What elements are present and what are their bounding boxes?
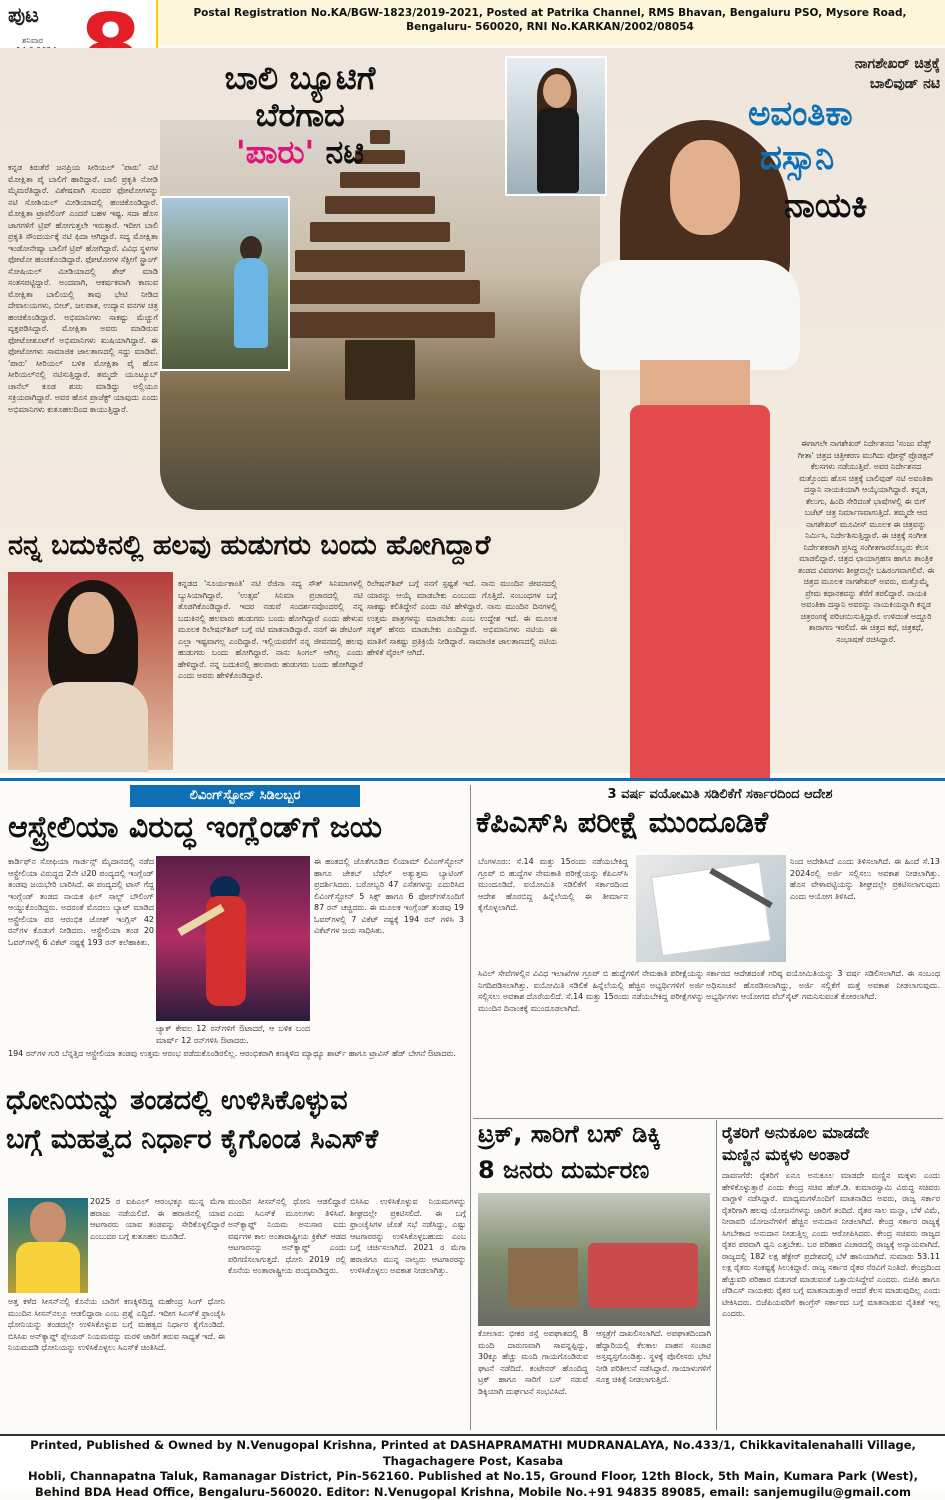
column-divider-right [716, 1120, 717, 1430]
kpsc-kicker: 3 ವರ್ಷ ವಯೋಮಿತಿ ಸಡಿಲಿಕೆಗೆ ಸರ್ಕಾರದಿಂದ ಆದೇಶ [530, 787, 910, 802]
cricket-story-column-1: ಕಾರ್ಡಿಫ್‌ನ ಸೋಫಿಯಾ ಗಾರ್ಡನ್ಸ್ ಮೈದಾನದಲ್ಲಿ ನಡೆದ ಆಸ್ಟ್ರೇಲಿಯಾ ವಿರುದ್ಧದ 2ನೇ ಟಿ20 ಪಂದ್ಯದಲ್ಲಿ ಇಂಗ್ಲೆಂಡ್ ತಂಡವು ಜಯಭೇರಿ ಬಾರಿಸಿದೆ. ಈ ಪಂದ್ಯದಲ್ಲಿ ಟಾಸ್ ಗೆದ್ದ ಇಂಗ್ಲೆಂಡ್ ತಂಡದ ನಾಯಕ ಫಿಲ್ ಸಾಲ್ಟ್ ಬೌಲಿಂಗ್ ಆಯ್ದುಕೊಂಡಿದ್ದರು. ಅದರಂತೆ ಮೊದಲು ಬ್ಯಾಟ್ ಮಾಡಿದ ಆಸ್ಟ್ರೇಲಿಯಾ ಪರ ಆರಂಭಿಕ ಜೋಶ್ ಇಂಗ್ಲಿಸ್ 42 ರನ್‌ಗಳ ಕೊಡುಗೆ ನೀಡಿದರು. ಆಸ್ಟ್ರೇಲಿಯಾ ತಂಡ 20 ಓವರ್‌ಗಳಲ್ಲಿ 6 ವಿಕೆಟ್ ನಷ್ಟಕ್ಕೆ 193 ರನ್ ಕಲೆಹಾಕಿತು. [8, 856, 154, 1048]
dhoni-story-column-3: ಬಿಸಿಸಿಐ ಉಳಿಸಿಕೊಳ್ಳುವ ನಿಯಮಗಳನ್ನು ಶೀಘ್ರದಲ್ಲೇ ಪ್ರಕಟಿಸಲಿದೆ. ಈ ಬಗ್ಗೆ ಫ್ರಾಂಚೈಸಿಗಳ ಜೊತೆ ಸಭೆ ನಡೆಸಿದ್ದು, ಎಷ್ಟು ಆಟಗಾರರನ್ನು ಉಳಿಸಿಕೊಳ್ಳಬಹುದು ಎಂಬ ಬಗ್ಗೆ ಚರ್ಚಿಸಲಾಗಿದೆ. 2021 ರ ಮೆಗಾ ಹರಾಜಿಗೂ ಮುನ್ನ ನಾಲ್ವರು ಆಟಗಾರರನ್ನು ಉಳಿಸಿಕೊಳ್ಳಲು ಅವಕಾಶ ನೀಡಲಾಗಿತ್ತು. [350, 1196, 466, 1428]
column-divider [470, 785, 471, 1430]
kpsc-story-column-2: ನಿಂದ ಅದೇಶಿಸಿದೆ ಎಂದು ತಿಳಿಸಲಾಗಿದೆ. ಈ ಹಿಂದೆ ಸೆ.13 2024ರಲ್ಲಿ ಅರ್ಜಿ ಸಲ್ಲಿಸಲು ಅವಕಾಶ ನೀಡಲಾಗಿತ್ತು. ಹೊಸ ವೇಳಾಪಟ್ಟಿಯನ್ನು ಶೀಘ್ರದಲ್ಲೇ ಪ್ರಕಟಿಸಲಾಗುವುದು ಎಂದು ಆಯೋಗ ತಿಳಿಸಿದೆ. [790, 856, 940, 971]
crash-story-column-1: ಕೋಲಾರ: ಭೀಕರ ರಸ್ತೆ ಅಪಘಾತದಲ್ಲಿ 8 ಮಂದಿ ದಾರುಣವಾಗಿ ಸಾವನ್ನಪ್ಪಿದ್ದು, 30ಕ್ಕೂ ಹೆಚ್ಚು ಮಂದಿ ಗಾಯಗೊಂಡಿರುವ ಘಟನೆ ನಡೆದಿದೆ. ಕಂಟೇನರ್ ಹೊಂದಿದ್ದ ಟ್ರಕ್ ಹಾಗೂ ಸಾರಿಗೆ ಬಸ್ ನಡುವೆ ಡಿಕ್ಕಿಯಾಗಿ ದುರ್ಘಟನೆ ಸಂಭವಿಸಿದೆ. [478, 1328, 588, 1430]
actress-bali-photo [160, 196, 290, 371]
page-day: ಶನಿವಾರ [22, 36, 43, 46]
bali-story-body: ಕನ್ನಡ ಕಿರುತೆರೆ ಜನಪ್ರಿಯ ಸೀರಿಯಲ್ 'ಪಾರು' ನಟಿ ಮೋಕ್ಷಿತಾ ಪೈ ಬಾಲಿಗೆ ಹಾರಿದ್ದಾರೆ. ಬಾಲಿ ಪ್ರಕೃತಿ ನೋಡಿ ಮೈಮರೆತಿದ್ದಾರೆ. ವಿಶೇಷವಾಗಿ ಸುಂದರ ಫೋಟೋಗಳನ್ನು ನಟಿ ಸೋಶಿಯಲ್ ಮೀಡಿಯಾದಲ್ಲಿ ಹಂಚಿಕೊಂಡಿದ್ದಾರೆ. ಮೋಕ್ಷಿತಾ ಟ್ರಾವೆಲಿಂಗ್ ಎಂದರೆ ಬಹಳ ಇಷ್ಟ. ಸದಾ ಹೊಸ ಜಾಗಗಳಿಗೆ ಟ್ರಿಪ್ ಹೋಗುತ್ತಲೇ ಇರುತ್ತಾರೆ. ಇದೀಗ ಬಾಲಿ ಪ್ರಕೃತಿ ಸೌಂದರ್ಯಕ್ಕೆ ನಟಿ ಫಿದಾ ಆಗಿದ್ದಾರೆ. ಸದ್ಯ ಮೋಕ್ಷಿತಾ ಇಂಡೋನೇಷ್ಯಾ ಬಾಲಿಗೆ ಟ್ರಿಪ್ ಹೋಗಿದ್ದಾರೆ. ವಿವಿಧ ಸ್ಥಳಗಳ ಫೋಟೋ ಹಂಚಿಕೊಂಡಿದ್ದಾರೆ. ಫೋಟೋಗಳ ಸೆಕ್ಸೀಗೆ ಸ್ಟ್ರಾಂಗ್ ಸೋಷಿಯಲ್ ಮೀಡಿಯಾದಲ್ಲಿ ಶೇರ್ ಮಾಡಿ ಸಂತಸಪಟ್ಟಿದ್ದಾರೆ. ಅಂದವಾಗಿ, ಆಕರ್ಷಕವಾಗಿ ಕಾಣುವ ಮೋಕ್ಷಿತಾ ಬಾಲಿಯಲ್ಲಿ ತಾವು ಭೇಟಿ ನೀಡಿದ ದೇವಾಲಯಗಳು, ಬೀಚ್, ಜಲಪಾತ, ಉದ್ಯಾನ ವನಗಳ ಚಿತ್ರ ಹಂಚಿಕೊಂಡಿದ್ದಾರೆ. ಅಭಿಮಾನಿಗಳು ಸಾಕಷ್ಟು ಮೆಚ್ಚುಗೆ ವ್ಯಕ್ತಪಡಿಸಿದ್ದಾರೆ. ಮೋಕ್ಷಿತಾ ಅವರು ಮಾಡಿರುವ ಫೋಟೋಶೂಟ್‌ಗೆ ಅಭಿಮಾನಿಗಳು ಖುಷಿಯಾಗಿದ್ದಾರೆ. ಈ ಫೋಟೋಗಳು ಸಾಮಾಜಿಕ ಜಾಲತಾಣದಲ್ಲಿ ಸದ್ದು ಮಾಡಿವೆ. 'ಪಾರು' ಸೀರಿಯಲ್ ಬಳಿಕ ಮೋಕ್ಷಿತಾ ಪೈ ಹೊಸ ಸೀರಿಯಲ್‌ನಲ್ಲಿ ನಟಿಸುತ್ತಿದ್ದಾರೆ. ತಮ್ಮದೇ ಯೂಟ್ಯೂಬ್ ಚಾನೆಲ್ ಕೂಡ ಶುರು ಮಾಡಿದ್ದು ಅಲ್ಲಿಯೂ ಸಕ್ರಿಯರಾಗಿದ್ದಾರೆ. ಅವರ ಹೊಸ ಪ್ರಾಜೆಕ್ಟ್ ಯಾವುದು ಎಂದು ಅಭಿಮಾನಿಗಳು ಕುತೂಹಲದಿಂದ ಕಾಯುತ್ತಿದ್ದಾರೆ. [8, 162, 158, 507]
bali-headline [195, 60, 405, 171]
dhoni-headline-line-2: ಬಗ್ಗೆ ಮಹತ್ವದ ನಿರ್ಧಾರ ಕೈಗೊಂಡ ಸಿಎಸ್‌ಕೆ [6, 1124, 471, 1156]
page-label: ಪುಟ [8, 3, 39, 28]
bali-headline-black: ನಟಿ [325, 133, 364, 171]
imprint-text [14, 1438, 932, 1500]
cricket-story-tail: 194 ರನ್‌ಗಳ ಗುರಿ ಬೆನ್ನತ್ತಿದ ಆಸ್ಟ್ರೇಲಿಯಾ ತಂಡವು ಉತ್ತಮ ಆರಂಭ ಪಡೆದುಕೊಂಡಿರಲಿಲ್ಲ. ಆರಂಭಿಕರಾಗಿ ಕಣಕ್ಕಿಳಿದ ಮ್ಯಾಥ್ಯೂ ಶಾರ್ಟ್ ಹಾಗೂ ಟ್ರಾವಿಸ್ ಹೆಡ್ ಬೇಗನೆ ಔಟಾದರು. [8, 1048, 464, 1080]
bali-headline-line-2: ಬೆರಗಾದ [195, 97, 405, 134]
crash-headline-line-1: ಟ್ರಕ್, ಸಾರಿಗೆ ಬಸ್ ಡಿಕ್ಕಿ [478, 1120, 718, 1148]
cricket-headline: ಆಸ್ಟ್ರೇಲಿಯಾ ವಿರುದ್ಧ ಇಂಗ್ಲೆಂಡ್‌ಗೆ ಜಯ [8, 810, 468, 845]
avantika-name-first: ಅವಂತಿಕಾ [748, 94, 853, 134]
cricket-tag: ಲಿವಿಂಗ್‌ಸ್ಟೋನ್ ಸಿಡಿಲಬ್ಬರ [130, 785, 360, 807]
dhoni-headline-line-1: ಧೋನಿಯನ್ನು ತಂಡದಲ್ಲಿ ಉಳಿಸಿಕೊಳ್ಳುವ [6, 1085, 471, 1117]
kpsc-story-column-1: ಬೆಂಗಳೂರು: ಸೆ.14 ಮತ್ತು 15ರಂದು ನಡೆಯಬೇಕಿದ್ದ ಗ್ರೂಪ್ ಬಿ ಹುದ್ದೆಗಳ ನೇಮಕಾತಿ ಪರೀಕ್ಷೆಯನ್ನು ಕೆಪಿಎಸ್‌ಸಿ ಮುಂದೂಡಿದೆ. ವಯೋಮಿತಿ ಸಡಿಲಿಕೆಗೆ ಸರ್ಕಾರದಿಂದ ಆದೇಶ ಹೊರಬಿದ್ದ ಹಿನ್ನೆಲೆಯಲ್ಲಿ ಈ ತೀರ್ಮಾನ ಕೈಗೊಳ್ಳಲಾಗಿದೆ. [478, 856, 628, 971]
avantika-subhead-line-1: ನಾಗಶೇಖರ್ ಚಿತ್ರಕ್ಕೆ [610, 54, 940, 74]
kpsc-headline: ಕೆಪಿಎಸ್‌ಸಿ ಪರೀಕ್ಷೆ ಮುಂದೂಡಿಕೆ [476, 805, 941, 840]
bali-headline-line-1: ಬಾಲಿ ಬ್ಯೂಟಿಗೆ [195, 60, 405, 97]
cricket-photo [156, 856, 310, 1021]
farmers-story-body: ದಾವಣಗೆರೆ: ರೈತರಿಗೆ ಏನೂ ಅನುಕೂಲ ಮಾಡದೇ ಮಣ್ಣಿನ ಮಕ್ಕಳು ಎಂದು ಹೇಳಿಕೊಳ್ಳುತ್ತಾರೆ ಎಂದು ಕೇಂದ್ರ ಸಚಿವ ಹೆಚ್.ಡಿ. ಕುಮಾರಸ್ವಾಮಿ ವಿರುದ್ಧ ಸಚಿವರು ವಾಗ್ದಾಳಿ ನಡೆಸಿದ್ದಾರೆ. ಮಾಧ್ಯಮಗಳೊಂದಿಗೆ ಮಾತನಾಡಿದ ಅವರು, ರಾಜ್ಯ ಸರ್ಕಾರ ರೈತರಿಗಾಗಿ ಹಲವು ಯೋಜನೆಗಳನ್ನು ಜಾರಿಗೆ ತಂದಿದೆ. ರೈತರ ಸಾಲ ಮನ್ನಾ, ಬೆಳೆ ವಿಮೆ, ನೀರಾವರಿ ಯೋಜನೆಗಳಿಗೆ ಹೆಚ್ಚಿನ ಅನುದಾನ ನೀಡಲಾಗಿದೆ. ಕೇಂದ್ರ ಸರ್ಕಾರ ರಾಜ್ಯಕ್ಕೆ ಸಿಗಬೇಕಾದ ಅನುದಾನ ನೀಡುತ್ತಿಲ್ಲ ಎಂದು ಆರೋಪಿಸಿದರು. ಕೇಂದ್ರ ಸಚಿವರು ರಾಜ್ಯದ ರೈತರ ಪರವಾಗಿ ಧ್ವನಿ ಎತ್ತಬೇಕು. ಬರ ಪರಿಹಾರ ವಿಚಾರದಲ್ಲಿ ರಾಜ್ಯಕ್ಕೆ ಅನ್ಯಾಯವಾಗಿದೆ. ರಾಜ್ಯದಲ್ಲಿ 182 ಲಕ್ಷ ಹೆಕ್ಟೇರ್ ಪ್ರದೇಶದಲ್ಲಿ ಬೆಳೆ ಹಾನಿಯಾಗಿದೆ. ಸುಮಾರು 53.11 ಲಕ್ಷ ರೈತರು ಸಂಕಷ್ಟಕ್ಕೆ ಸಿಲುಕಿದ್ದಾರೆ. ರಾಜ್ಯ ಸರ್ಕಾರ ರೈತರ ನೆರವಿಗೆ ನಿಂತಿದೆ. ಕೇಂದ್ರದಿಂದ ಹೆಚ್ಚುವರಿ ಪರಿಹಾರ ಬಿಡುಗಡೆ ಮಾಡುವಂತೆ ಒತ್ತಾಯಿಸಿದ್ದೇವೆ ಎಂದರು. ಬಿಜೆಪಿ ಹಾಗೂ ಜೆಡಿಎಸ್ ನಾಯಕರು ರೈತರ ಬಗ್ಗೆ ಮಾತನಾಡುತ್ತಾರೆ ಆದರೆ ಕೆಲಸ ಮಾಡುವುದಿಲ್ಲ ಎಂದು ಟೀಕಿಸಿದರು. ಬಿಜೆಪಿಯವರಿಗೆ ಕಾಂಗ್ರೆಸ್ ಸರ್ಕಾರದ ಬಗ್ಗೆ ಮಾತನಾಡುವ ನೈತಿಕತೆ ಇಲ್ಲ ಎಂದರು. [722, 1170, 940, 1432]
bali-headline-pink: 'ಪಾರು' [236, 133, 315, 171]
cricket-story-column-2: ಈ ಹಂತದಲ್ಲಿ ಜೊತೆಗೂಡಿದ ಲಿಯಾಮ್ ಲಿವಿಂಗ್‌ಸ್ಟೋನ್ ಹಾಗೂ ಜೇಕಬ್ ಬೆಥೆಲ್ ಅತ್ಯುತ್ತಮ ಬ್ಯಾಟಿಂಗ್ ಪ್ರದರ್ಶಿಸಿದರು. ಬರೋಬ್ಬರಿ 47 ಎಸೆತಗಳನ್ನು ಎದುರಿಸಿದ ಲಿವಿಂಗ್‌ಸ್ಟೋನ್ 5 ಸಿಕ್ಸ್ ಹಾಗೂ 6 ಫೋರ್‌ಗಳೊಂದಿಗೆ 87 ರನ್ ಚಚ್ಚಿದರು. ಈ ಮೂಲಕ ಇಂಗ್ಲೆಂಡ್ ತಂಡವು 19 ಓವರ್‌ಗಳಲ್ಲಿ 7 ವಿಕೆಟ್ ನಷ್ಟಕ್ಕೆ 194 ರನ್ ಗಳಿಸಿ 3 ವಿಕೆಟ್‌ಗಳ ಜಯ ಸಾಧಿಸಿತು. [314, 856, 464, 1048]
avantika-name-role: ನಾಯಕಿ [784, 186, 867, 226]
kpsc-story-tail-2: ಸರ್ಕಾರದ ಆದೇಶದಂತೆ ಗರಿಷ್ಠ ವಯೋಮಿತಿಯನ್ನು 3 ವರ್ಷ ಸಡಿಲಿಸಲಾಗಿದೆ. ಈ ಸಂಬಂಧ ಅಧಿಸೂಚನೆ ಹೊರಡಿಸಲಾಗಿದ್ದು, ಅರ್ಜಿ ಸಲ್ಲಿಕೆಗೆ ಮತ್ತೆ ಅವಕಾಶ ನೀಡಲಾಗುವುದು. ಅಭ್ಯರ್ಥಿಗಳು ಆಯೋಗದ ವೆಬ್‌ಸೈಟ್ ಗಮನಿಸುವಂತೆ ಕೋರಲಾಗಿದೆ. [706, 968, 940, 1116]
avantika-subhead-line-2: ಬಾಲಿವುಡ್ ನಟಿ [610, 74, 940, 94]
avantika-name-last: ದಸ್ಸಾನಿ [760, 138, 834, 178]
section-divider-right [473, 1118, 943, 1119]
farmers-headline-line-2: ಮಣ್ಣಿನ ಮಕ್ಕಳು ಅಂತಾರೆ [722, 1145, 942, 1165]
imprint-line-2: Hobli, Channapatna Taluk, Ramanagar District, Pin-562160. Published at No.15, Ground Floor, 12th Block, 5th Main, Kumara Park (West), [14, 1469, 932, 1485]
imprint-line-1: Printed, Published & Owned by N.Venugopal Krishna, Printed at DASHAPRAMATHI MUDRANALAYA, No.433/1, Chikkavitalenahalli Village, Thagachagere Post, Kasaba [14, 1438, 932, 1469]
dhoni-photo [8, 1198, 88, 1293]
postal-line-1: Postal Registration No.KA/BGW-1823/2019-2021, Posted at Patrika Channel, RMS Bhavan, Bengaluru PSO, Mysore Road, [170, 6, 930, 20]
regina-story-column-2: ರಿಲೇಷನ್‌ಶಿಪ್ ಬಗ್ಗೆ ನನಗೆ ಸ್ಪಷ್ಟತೆ ಇದೆ. ನಾನು ಮುಂದಿನ ಜೀವನದಲ್ಲಿ ಯಾರನ್ನು ಆಯ್ಕೆ ಮಾಡಬೇಕು ಎಂಬುದು ಗೊತ್ತಿದೆ. ಸಂಬಂಧಗಳ ಬಗ್ಗೆ ಸಾಕಷ್ಟು ಕಲಿತಿದ್ದೇನೆ ಎಂದು ನಟಿ ಹೇಳಿದ್ದಾರೆ. ನಾನು ಮುಂದಿನ ದಿನಗಳಲ್ಲಿ ಉತ್ತಮ ಪಾತ್ರಗಳನ್ನು ಮಾಡಬೇಕು ಎಂಬ ಉದ್ದೇಶ ಇದೆ. ಈ ಮೂಲಕ ಸಕ್ಕತ್ ಹೆಸರು ಮಾಡಬೇಕು ಎಂದಿದ್ದಾರೆ. ಅಭಿಮಾನಿಗಳು ನಟಿಯ ಈ ಮಾತಿಗೆ ಸಾಕಷ್ಟು ಪ್ರತಿಕ್ರಿಯೆ ನೀಡಿದ್ದಾರೆ. ಸಾಮಾಜಿಕ ಜಾಲತಾಣದಲ್ಲಿ ನಟಿಯ ಹೇಳಿಕೆ ವೈರಲ್ ಆಗಿದೆ. [367, 578, 557, 770]
farmers-headline-line-1: ರೈತರಿಗೆ ಅನುಕೂಲ ಮಾಡದೇ [722, 1123, 942, 1143]
crash-headline-line-2: 8 ಜನರು ದುರ್ಮರಣ [478, 1156, 718, 1184]
dhoni-story-column-2: ಮುಂದಿನ ಸೀಸನ್‌ನಲ್ಲಿ ಧೋನಿ ಆಡಲಿದ್ದಾರೆ ಎಂದು ಸಿಎಸ್‌ಕೆ ಮೂಲಗಳು ತಿಳಿಸಿವೆ. ಅನ್‌ಕ್ಯಾಪ್ಡ್ ನಿಯಮ ಅನುಸಾರ ಐದು ವರ್ಷಗಳ ಕಾಲ ಅಂತಾರಾಷ್ಟ್ರೀಯ ಕ್ರಿಕೆಟ್ ಆಡದ ಆಟಗಾರನನ್ನು ಅನ್‌ಕ್ಯಾಪ್ಡ್ ಎಂದು ಪರಿಗಣಿಸಲಾಗುತ್ತದೆ. ಧೋನಿ 2019 ರಲ್ಲಿ ಕೊನೆಯ ಅಂತಾರಾಷ್ಟ್ರೀಯ ಪಂದ್ಯವಾಡಿದ್ದರು. [228, 1196, 346, 1428]
postal-line-2: Bengaluru- 560020, RNI No.KARKAN/2002/08054 [170, 20, 930, 34]
crash-photo [478, 1193, 710, 1326]
crash-story-column-2: ಆಸ್ಪತ್ರೆಗೆ ದಾಖಲಿಸಲಾಗಿದೆ. ಅಪಘಾತದಿಂದಾಗಿ ಹೆದ್ದಾರಿಯಲ್ಲಿ ಕೆಲಕಾಲ ವಾಹನ ಸಂಚಾರ ಅಸ್ತವ್ಯಸ್ತಗೊಂಡಿತ್ತು. ಸ್ಥಳಕ್ಕೆ ಪೊಲೀಸರು ಭೇಟಿ ನೀಡಿ ಪರಿಶೀಲನೆ ನಡೆಸಿದ್ದಾರೆ. ಗಾಯಾಳುಗಳಿಗೆ ಸೂಕ್ತ ಚಿಕಿತ್ಸೆ ನೀಡಲಾಗುತ್ತಿದೆ. [596, 1328, 711, 1430]
section-divider [0, 778, 945, 781]
avantika-story-body: ಈಗಾಗಲೇ ನಾಗಶೇಖರ್ ನಿರ್ದೇಶನದ 'ಸಂಜು ವೆಡ್ಸ್ ಗೀತಾ' ಚಿತ್ರದ ಚಿತ್ರೀಕರಣ ಮುಗಿದು ಪೋಸ್ಟ್ ಪ್ರೊಡಕ್ಷನ್ ಕೆಲಸಗಳು ನಡೆಯುತ್ತಿವೆ. ಅವರ ನಿರ್ದೇಶನದ ಮತ್ತೊಂದು ಹೊಸ ಚಿತ್ರಕ್ಕೆ ಬಾಲಿವುಡ್ ನಟಿ ಅವಂತಿಕಾ ದಸ್ಸಾನಿ ನಾಯಕಿಯಾಗಿ ಆಯ್ಕೆಯಾಗಿದ್ದಾರೆ. ಕನ್ನಡ, ತೆಲುಗು, ಹಿಂದಿ ಸೇರಿದಂತೆ ಭಾಷೆಗಳಲ್ಲಿ ಈ ಬಿಗ್ ಬಜೆಟ್ ಚಿತ್ರ ನಿರ್ಮಾಣವಾಗುತ್ತಿದೆ. ತಮ್ಮದೇ ಆದ ನಾಗಶೇಖರ್ ಮೂವೀಸ್ ಮೂಲಕ ಈ ಚಿತ್ರವನ್ನು ನಿರ್ಮಿಸಿ, ನಿರ್ದೇಶಿಸುತ್ತಿದ್ದಾರೆ. ಈ ಚಿತ್ರಕ್ಕೆ ಸಂಗೀತ ನಿರ್ದೇಶಕರಾಗಿ ಪ್ರಸಿದ್ಧ ಸಂಗೀತಗಾರರೊಬ್ಬರು ಕೆಲಸ ಮಾಡಲಿದ್ದಾರೆ. ಚಿತ್ರದ ಛಾಯಾಗ್ರಹಣ ಹಾಗೂ ತಾಂತ್ರಿಕ ತಂಡದ ವಿವರಗಳು ಶೀಘ್ರದಲ್ಲೇ ಬಹಿರಂಗವಾಗಲಿವೆ. ಈ ಚಿತ್ರದ ಮೂಲಕ ನಾಗಶೇಖರ್ ಅವರು, ಮತ್ತೊಮ್ಮೆ ಪ್ರೇಮ ಕಥಾನಕವನ್ನು ತೆರೆಗೆ ತರಲಿದ್ದಾರೆ. ನಾಯಕಿ ಅವಂತಿಕಾ ದಸ್ಸಾನಿ ಅವರನ್ನು ನಾಯಕಿಯನ್ನಾಗಿ ಕನ್ನಡ ಚಿತ್ರರಂಗಕ್ಕೆ ಪರಿಚಯಿಸುತ್ತಿದ್ದಾರೆ. ಉಳಿದಂತೆ ಅದ್ದೂರಿ ತಾರಾಗಣ ಇರಲಿದೆ. ಈ ಚಿತ್ರದ ಕಥೆ, ಚಿತ್ರಕಥೆ, ಸಂಭಾಷಣೆ ರಚಿಸಿದ್ದಾರೆ. [796, 438, 936, 768]
cricket-photo-caption: ಜ್ಯಾಕ್ ಕೇವಲ 12 ರನ್‌ಗಳಿಗೆ ಔಟಾದರೆ, ಆ ಬಳಿಕ ಬಂದ ಮಾರ್ಷ್ 12 ರನ್‌ಗಳಿಸಿ ಔಟಾದರು. [156, 1023, 310, 1046]
bali-headline-line-3 [195, 134, 405, 171]
dhoni-story-column-1-tail: ಅತ್ತ ಕಳೆದ ಸೀಸನ್‌ನಲ್ಲಿ ಕೊನೆಯ ಬಾರಿಗೆ ಕಣಕ್ಕಿಳಿದಿದ್ದ ಮಹೇಂದ್ರ ಸಿಂಗ್ ಧೋನಿ ಮುಂದಿನ ಸೀಸನ್‌ನಲ್ಲೂ ಆಡಲಿದ್ದಾರಾ ಎಂಬ ಪ್ರಶ್ನೆ ಎದ್ದಿದೆ. ಇದೀಗ ಸಿಎಸ್‌ಕೆ ಫ್ರಾಂಚೈಸಿ ಧೋನಿಯನ್ನು ತಂಡದಲ್ಲೇ ಉಳಿಸಿಕೊಳ್ಳುವ ಬಗ್ಗೆ ಮಹತ್ವದ ನಿರ್ಧಾರ ಕೈಗೊಂಡಿದೆ. ಬಿಸಿಸಿಐ ಅನ್‌ಕ್ಯಾಪ್ಡ್ ಪ್ಲೇಯರ್ ನಿಯಮವನ್ನು ಮರಳಿ ಜಾರಿಗೆ ತರುವ ಸಾಧ್ಯತೆ ಇದೆ. ಈ ನಿಯಮದಡಿ ಧೋನಿಯನ್ನು ಉಳಿಸಿಕೊಳ್ಳಲು ಸಿಎಸ್‌ಕೆ ಚಿಂತಿಸಿದೆ. [8, 1296, 225, 1428]
imprint-line-3: Behind BDA Head Office, Bengaluru-560020. Editor: N.Venugopal Krishna, Mobile No.+91 94835 89085, email: sanjemugilu@gmail.com [14, 1485, 932, 1500]
exam-photo [636, 855, 786, 962]
postal-registration [170, 6, 930, 34]
regina-photo [8, 572, 173, 770]
avantika-subhead [610, 54, 940, 94]
regina-headline: ನನ್ನ ಬದುಕಿನಲ್ಲಿ ಹಲವು ಹುಡುಗರು ಬಂದು ಹೋಗಿದ್ದಾರೆ [8, 530, 588, 562]
dhoni-story-column-1: 2025 ರ ಐಪಿಎಲ್ ಆರಂಭಕ್ಕೂ ಮುನ್ನ ಮೆಗಾ ಹರಾಜು ನಡೆಯಲಿದೆ. ಈ ಹರಾಜಿನಲ್ಲಿ ಯಾವ ಆಟಗಾರರು ಯಾವ ತಂಡವನ್ನು ಸೇರಿಕೊಳ್ಳಲಿದ್ದಾರೆ ಎಂಬುದರ ಬಗ್ಗೆ ಕುತೂಹಲ ಮೂಡಿದೆ. [90, 1196, 225, 1316]
regina-story-column-1: ಕನ್ನಡದ 'ಸೂರ್ಯಕಾಂತಿ' ನಟಿ ರೆಜಿನಾ ಸದ್ಯ ಸೌತ್ ಸಿನಿಮಾಗಳಲ್ಲಿ ಬ್ಯುಸಿಯಾಗಿದ್ದಾರೆ. 'ಉತ್ಸವ' ಸಿನಿಮಾ ಪ್ರಚಾರದಲ್ಲಿ ನಟಿ ತೊಡಗಿಕೊಂಡಿದ್ದಾರೆ. ಇದರ ನಡುವೆ ಸಂದರ್ಶನವೊಂದರಲ್ಲಿ ನನ್ನ ಬದುಕಿನಲ್ಲಿ ಹಲವಾರು ಹುಡುಗರು ಬಂದು ಹೋಗಿದ್ದಾರೆ ಎಂದು ಹೇಳುವ ಮೂಲಕ ರಿಲೇಷನ್‌ಶಿಪ್ ಬಗ್ಗೆ ನಟಿ ಮಾತನಾಡಿದ್ದಾರೆ. ನನಗೆ ಈ ಡೇಟಿಂಗ್ ಎಲ್ಲಾ ಇಷ್ಟವಾಗಲ್ಲ ಎಂದಿದ್ದಾರೆ. ಇಲ್ಲಿಯವರೆಗೆ ನನ್ನ ಜೀವನದಲ್ಲಿ ಹಲವು ಹುಡುಗರು ಬಂದು ಹೋಗಿದ್ದಾರೆ. ನಾನು ಸಿಂಗಲ್ ಆಗಿಲ್ಲ ಎಂದು ಹೇಳಿದ್ದಾರೆ. ನನ್ನ ಬದುಕಿನಲ್ಲಿ ಹಲವಾರು ಹುಡುಗರು ಬಂದು ಹೋಗಿದ್ದಾರೆ ಎಂದು ಅವರು ಹೇಳಿಕೊಂಡಿದ್ದಾರೆ. [178, 578, 363, 770]
kpsc-story-tail-1: ಸಿವಿಲ್ ಸೇವೆಗಳಲ್ಲಿನ ವಿವಿಧ ಇಲಾಖೆಗಳ ಗ್ರೂಪ್ ಬಿ ಹುದ್ದೆಗಳಿಗೆ ನೇಮಕಾತಿ ಪರೀಕ್ಷೆಯನ್ನು ನಿಗದಿಪಡಿಸಲಾಗಿತ್ತು. ವಯೋಮಿತಿ ಸಡಿಲಿಕೆ ಹಿನ್ನೆಲೆಯಲ್ಲಿ ಹೆಚ್ಚಿನ ಅಭ್ಯರ್ಥಿಗಳಿಗೆ ಅರ್ಜಿ ಸಲ್ಲಿಸಲು ಅವಕಾಶ ದೊರೆಯಲಿದೆ. ಸೆ.14 ಮತ್ತು 15ರಂದು ನಡೆಯಬೇಕಿದ್ದ ಪರೀಕ್ಷೆಗಳನ್ನು ಮುಂದಿನ ದಿನಾಂಕಕ್ಕೆ ಮುಂದೂಡಲಾಗಿದೆ. [478, 968, 704, 1116]
